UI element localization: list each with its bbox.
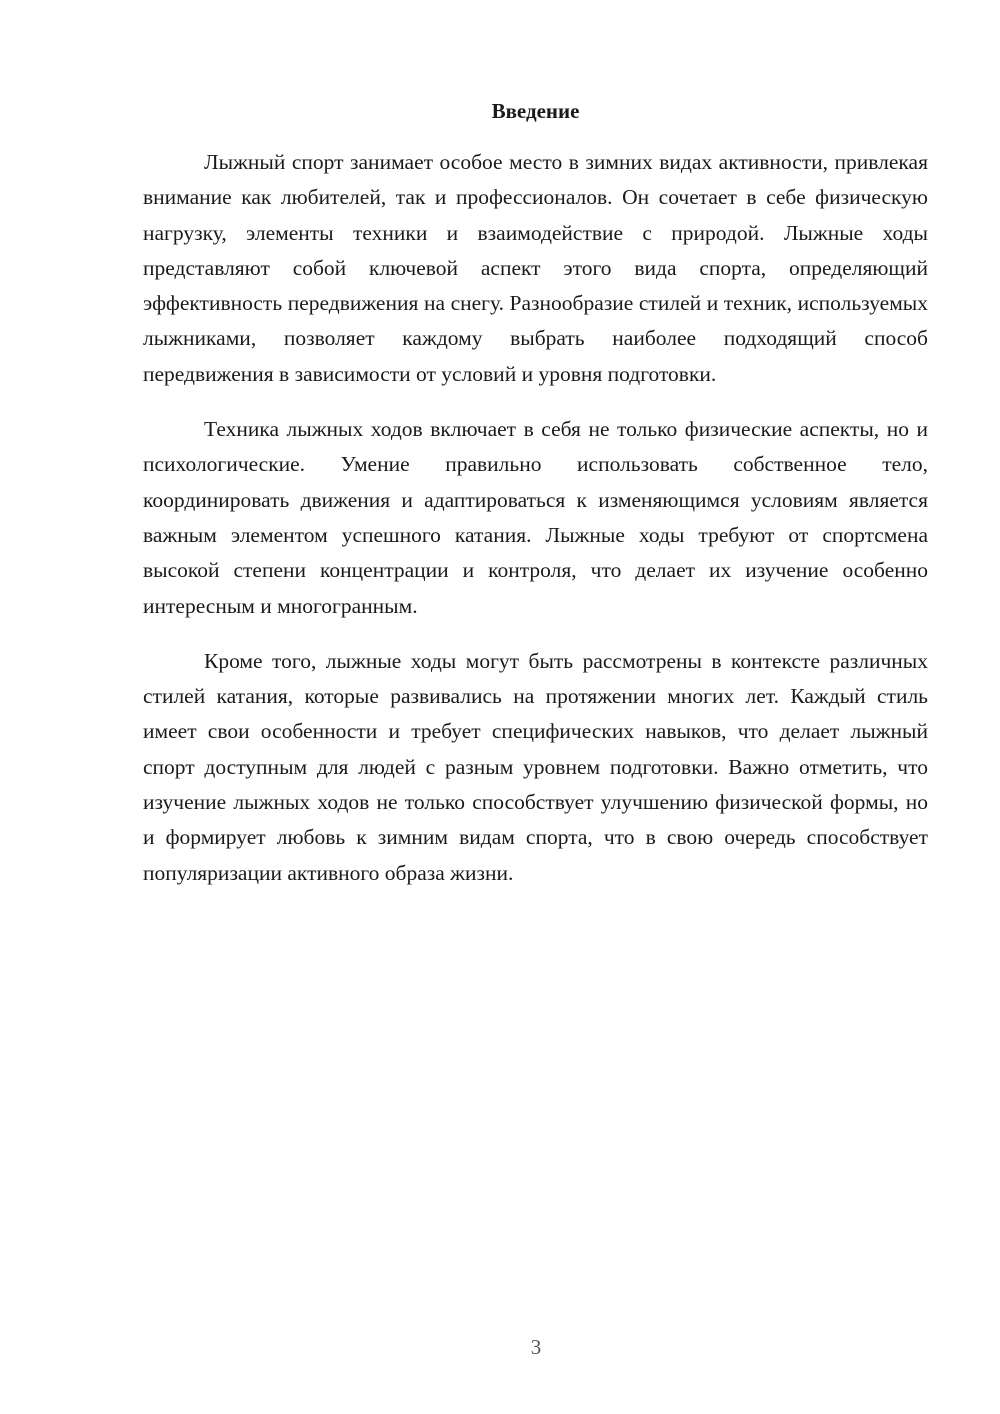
section-title: Введение	[491, 99, 580, 123]
paragraph-2: Техника лыжных ходов включает в себя не только физические аспекты, но и психологические. Умение правильно использовать собственное тело, координировать движения и адаптироваться к изменяющимся условиям является важным элементом успешного катания. Лыжные ходы требуют от спортсмена высокой степени концентрации и контроля, что делает их изучение особенно интересным и многогранным.	[143, 417, 928, 618]
page-number: 3	[530, 1335, 542, 1359]
paragraph-3: Кроме того, лыжные ходы могут быть рассмотрены в контексте различных стилей катания, которые развивались на протяжении многих лет. Каждый стиль имеет свои особенности и требует специфических навыков, что делает лыжный спорт доступным для людей с разным уровнем подготовки. Важно отметить, что изучение лыжных ходов не только способствует улучшению физической формы, но и формирует любовь к зимним видам спорта, что в свою очередь способствует популяризации активного образа жизни.	[143, 648, 928, 885]
body-text	[143, 145, 928, 911]
paragraph-1: Лыжный спорт занимает особое место в зимних видах активности, привлекая внимание как любителей, так и профессионалов. Он сочетает в себе физическую нагрузку, элементы техники и взаимодействие с природой. Лыжные ходы представляют собой ключевой аспект этого вида спорта, определяющий эффективность передвижения на снегу. Разнообразие стилей и техник, используемых лыжниками, позволяет каждому выбрать наиболее подходящий способ передвижения в зависимости от условий и уровня подготовки.	[143, 150, 928, 386]
